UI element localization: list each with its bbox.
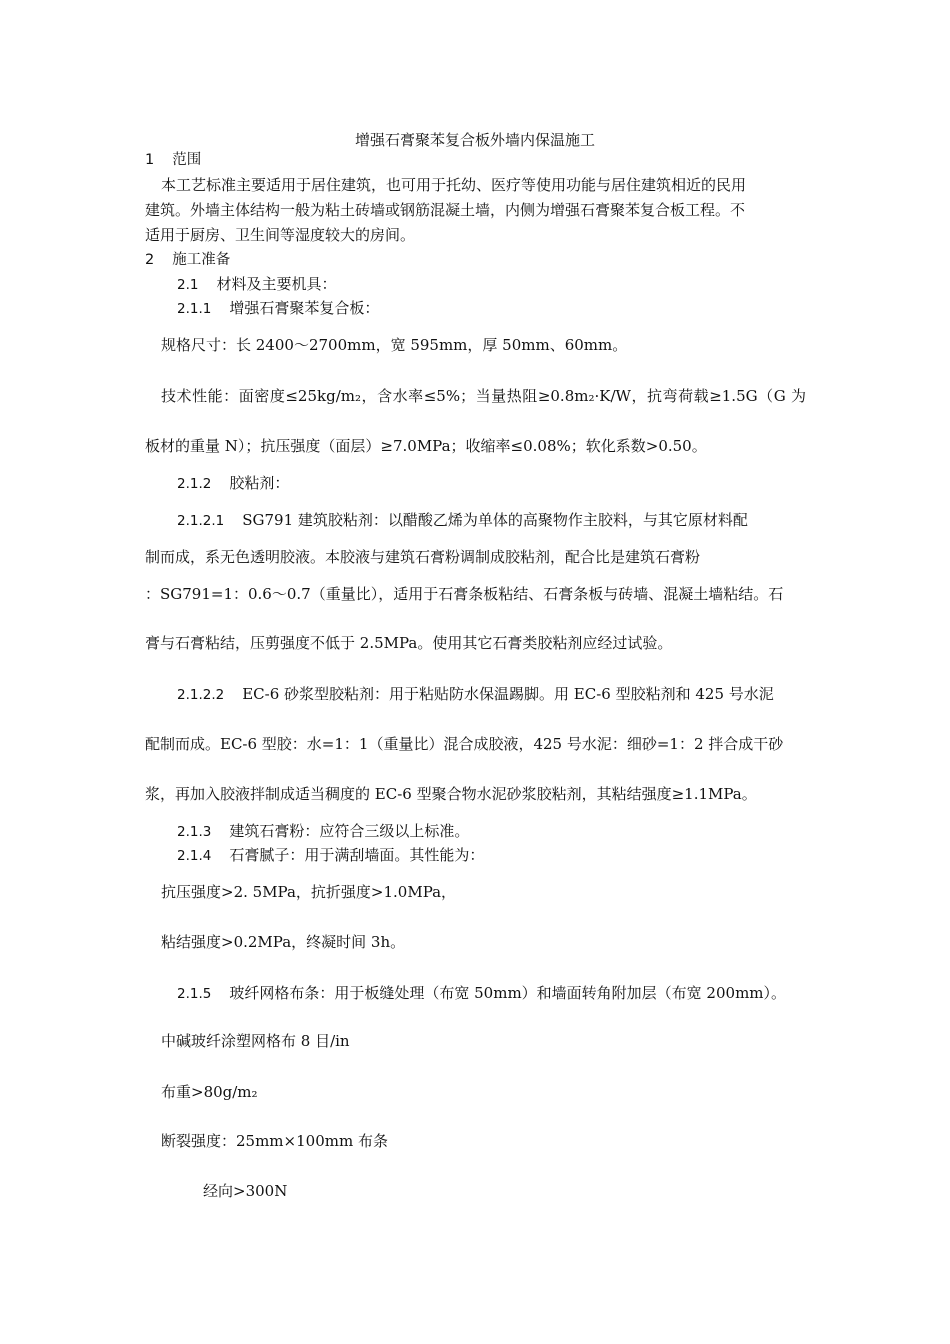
- subsection-2-1-2-1: [177, 510, 748, 531]
- subsection-2-1-5: [177, 983, 786, 1004]
- subsection-number: 2.1.5: [177, 986, 212, 1002]
- tech-line: 板材的重量 N）；抗压强度（面层）≥7.0MPa；收缩率≤0.08%；软化系数>0.50。: [145, 437, 707, 455]
- mesh-line: 中碱玻纤涂塑网格布 8 目/in: [161, 1032, 350, 1050]
- subsection-text: EC-6 砂浆型胶粘剂：用于粘贴防水保温踢脚。用 EC-6 型胶粘剂和 425 号水泥: [242, 685, 774, 703]
- section-number: 1: [145, 152, 155, 168]
- subsection-2-1-2-2: [177, 684, 774, 705]
- paragraph-line: 建筑。外墙主体结构一般为粘土砖墙或钢筋混凝土墙，内侧为增强石膏聚苯复合板工程。不: [145, 201, 746, 219]
- subsection-text: 建筑石膏粉：应符合三级以上标准。: [229, 822, 470, 840]
- subsection-text: 玻纤网格布条：用于板缝处理（布宽 50mm）和墙面转角附加层（布宽 200mm）。: [229, 984, 787, 1002]
- subsection-2-1-3: [177, 821, 469, 842]
- subsection-text: 胶粘剂：: [229, 474, 290, 492]
- section-2-heading: [145, 250, 230, 270]
- subsection-number: 2.1.2: [177, 476, 212, 492]
- subsection-number: 2.1.3: [177, 824, 212, 840]
- section-number: 2: [145, 252, 155, 268]
- subsection-number: 2.1.2.2: [177, 687, 225, 703]
- subsection-number: 2.1.2.1: [177, 513, 225, 529]
- subsection-2-1-1: [177, 298, 379, 319]
- subsection-2-1: [177, 274, 337, 295]
- subsection-text: 增强石膏聚苯复合板：: [229, 299, 380, 317]
- paragraph-line: ：SG791=1：0.6～0.7（重量比），适用于石膏条板粘结、石膏条板与砖墙、混凝土墙粘结。石: [145, 585, 784, 603]
- mesh-line: 断裂强度：25mm×100mm 布条: [161, 1132, 388, 1150]
- subsection-2-1-2: [177, 473, 289, 494]
- putty-line: 粘结强度>0.2MPa，终凝时间 3h。: [161, 933, 406, 951]
- subsection-text: SG791 建筑胶粘剂：以醋酸乙烯为单体的高聚物作主胶料，与其它原材料配: [242, 511, 748, 529]
- subsection-2-1-4: [177, 845, 484, 866]
- subsection-text: 石膏腻子：用于满刮墙面。其性能为：: [229, 846, 485, 864]
- subsection-number: 2.1.4: [177, 848, 212, 864]
- mesh-line: 布重>80g/m₂: [161, 1083, 258, 1101]
- putty-line: 抗压强度>2. 5MPa，抗折强度>1.0MPa，: [161, 883, 457, 901]
- section-title: 施工准备: [172, 252, 231, 268]
- paragraph-line: 适用于厨房、卫生间等湿度较大的房间。: [145, 226, 416, 244]
- paragraph-line: 膏与石膏粘结，压剪强度不低于 2.5MPa。使用其它石膏类胶粘剂应经过试验。: [145, 634, 673, 652]
- tech-line: 技术性能：面密度≤25kg/m₂，含水率≤5%；当量热阻≥0.8m₂·K/W，抗弯荷载≥1.5G（G 为: [161, 387, 806, 405]
- subsection-text: 材料及主要机具：: [216, 275, 337, 293]
- paragraph-line: 本工艺标准主要适用于居住建筑，也可用于托幼、医疗等使用功能与居住建筑相近的民用: [161, 176, 747, 194]
- section-title: 范围: [172, 152, 202, 168]
- paragraph-line: 浆，再加入胶液拌制成适当稠度的 EC-6 型聚合物水泥砂浆胶粘剂，其粘结强度≥1.1MPa。: [145, 785, 757, 803]
- page-title: 增强石膏聚苯复合板外墙内保温施工: [354, 131, 595, 149]
- paragraph-line: 制而成，系无色透明胶液。本胶液与建筑石膏粉调制成胶粘剂，配合比是建筑石膏粉: [145, 548, 701, 566]
- mesh-line: 经向>300N: [203, 1182, 288, 1200]
- subsection-number: 2.1: [177, 277, 199, 293]
- spec-line: 规格尺寸：长 2400～2700mm，宽 595mm，厚 50mm、60mm。: [161, 336, 628, 354]
- subsection-number: 2.1.1: [177, 301, 212, 317]
- paragraph-line: 配制而成。EC-6 型胶：水=1：1（重量比）混合成胶液，425 号水泥：细砂=1：2 拌合成干砂: [145, 735, 784, 753]
- section-1-heading: [145, 150, 201, 170]
